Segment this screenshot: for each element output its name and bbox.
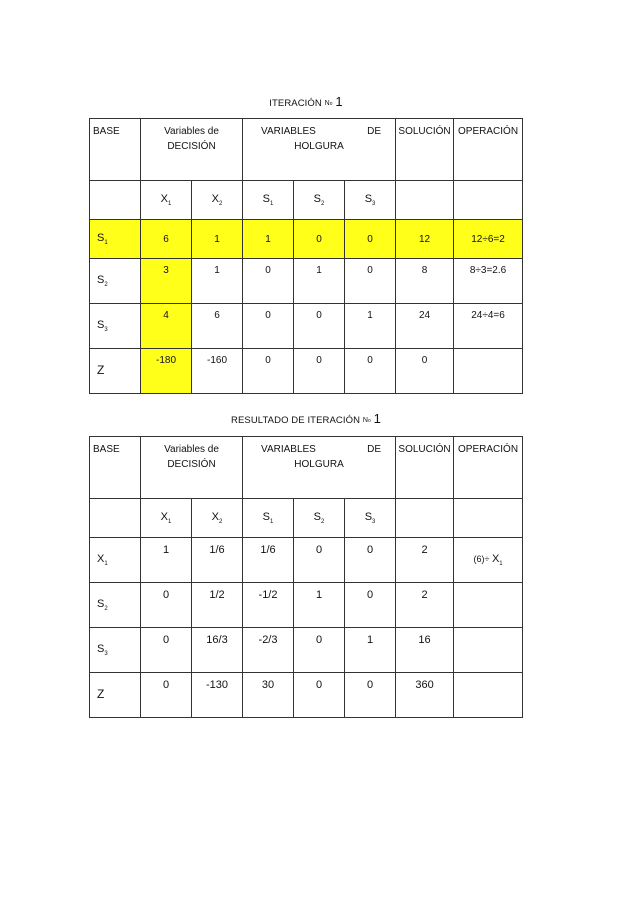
- result-table: [89, 436, 523, 718]
- table-cell: 0: [243, 349, 294, 394]
- header-holgura-variables: VARIABLES: [261, 444, 316, 455]
- table-cell: 0: [294, 220, 345, 259]
- var-label: $X_2$: [192, 499, 243, 538]
- var-label: $X_1$: [141, 499, 192, 538]
- result-title-o: o: [367, 418, 371, 424]
- table-cell: -1/2: [243, 583, 294, 628]
- table-row: [90, 583, 523, 628]
- operation-cell: 8÷3=2.6: [454, 259, 523, 304]
- header-base: [90, 437, 141, 499]
- table-cell: 0: [141, 673, 192, 718]
- table-cell: 1: [345, 628, 396, 673]
- variables-row: [90, 499, 523, 538]
- header-solucion-text: SOLUCIÓN: [398, 126, 451, 137]
- iteration-title-number: 1: [335, 94, 343, 109]
- table-cell: 0: [294, 538, 345, 583]
- table-cell: 30: [243, 673, 294, 718]
- table-cell: 0: [294, 628, 345, 673]
- table-cell: [396, 181, 454, 220]
- operation-cell: [454, 583, 523, 628]
- table-row: [90, 220, 523, 259]
- row-base: $S_2$: [90, 583, 141, 628]
- table-row: [90, 538, 523, 583]
- var-label: $S_2$: [294, 499, 345, 538]
- table-header-row: [90, 119, 523, 181]
- var-label: $S_3$: [345, 181, 396, 220]
- header-holgura-variables: VARIABLES: [261, 126, 316, 137]
- header-base-text: BASE: [93, 444, 120, 455]
- table-cell: 0: [345, 349, 396, 394]
- row-base: $S_3$: [90, 628, 141, 673]
- operation-cell: [454, 628, 523, 673]
- result-title-text: RESULTADO DE ITERACIÓN: [231, 415, 361, 426]
- result-title: [90, 411, 522, 426]
- header-operacion-text: OPERACIÓN: [458, 444, 519, 455]
- table-cell: -160: [192, 349, 243, 394]
- table-cell: 0: [345, 220, 396, 259]
- iteration-title: [90, 94, 522, 109]
- header-operacion-text: OPERACIÓN: [458, 126, 519, 137]
- operation-cell: $(6)\div X_1$: [454, 538, 523, 583]
- row-base: $S_2$: [90, 259, 141, 304]
- table-cell: 0: [345, 583, 396, 628]
- header-holgura-line2: HOLGURA: [294, 141, 344, 152]
- header-holgura: [243, 119, 396, 181]
- table-cell: 0: [345, 673, 396, 718]
- table-cell: 1: [141, 538, 192, 583]
- table-cell: [454, 499, 523, 538]
- row-base: $X_1$: [90, 538, 141, 583]
- header-holgura-line2: HOLGURA: [294, 459, 344, 470]
- row-base: $S_3$: [90, 304, 141, 349]
- var-label: $X_2$: [192, 181, 243, 220]
- header-decision: [141, 437, 243, 499]
- header-decision: [141, 119, 243, 181]
- table-cell: -130: [192, 673, 243, 718]
- header-holgura: [243, 437, 396, 499]
- header-decision-line1: Variables de: [164, 444, 219, 455]
- header-operacion: [454, 119, 523, 181]
- table-cell: 0: [243, 304, 294, 349]
- table-cell: 4: [141, 304, 192, 349]
- row-base: Z: [90, 349, 141, 394]
- row-base: Z: [90, 673, 141, 718]
- table-cell: 6: [192, 304, 243, 349]
- header-base: [90, 119, 141, 181]
- table-cell: -2/3: [243, 628, 294, 673]
- result-title-number: 1: [373, 411, 381, 426]
- table-header-row: [90, 437, 523, 499]
- operation-cell: [454, 349, 523, 394]
- table-cell: [396, 499, 454, 538]
- var-label: $S_3$: [345, 499, 396, 538]
- table-cell: 1/2: [192, 583, 243, 628]
- var-label: $S_1$: [243, 181, 294, 220]
- table-cell: 1/6: [192, 538, 243, 583]
- header-solucion-text: SOLUCIÓN: [398, 444, 451, 455]
- table-cell: 0: [243, 259, 294, 304]
- iteration-table: [89, 118, 523, 394]
- table-cell: 1: [243, 220, 294, 259]
- result-title-n: N: [362, 417, 368, 424]
- header-decision-line2: DECISIÓN: [167, 459, 216, 470]
- var-label: $S_1$: [243, 499, 294, 538]
- solution-cell: 360: [396, 673, 454, 718]
- variables-row: [90, 181, 523, 220]
- table-cell: 0: [141, 628, 192, 673]
- table-cell: 16/3: [192, 628, 243, 673]
- iteration-title-o: o: [329, 101, 333, 107]
- table-row: [90, 673, 523, 718]
- table-cell: 0: [294, 673, 345, 718]
- table-cell: 0: [294, 349, 345, 394]
- iteration-title-text: ITERACIÓN: [269, 98, 322, 109]
- header-solucion: [396, 437, 454, 499]
- solution-cell: 0: [396, 349, 454, 394]
- operation-cell: 24÷4=6: [454, 304, 523, 349]
- table-cell: [90, 181, 141, 220]
- table-cell: 0: [141, 583, 192, 628]
- solution-cell: 2: [396, 583, 454, 628]
- table-cell: 0: [345, 538, 396, 583]
- row-base: $S_1$: [90, 220, 141, 259]
- var-label: $S_2$: [294, 181, 345, 220]
- header-solucion: [396, 119, 454, 181]
- solution-cell: 12: [396, 220, 454, 259]
- table-cell: 1: [294, 583, 345, 628]
- header-base-text: BASE: [93, 126, 120, 137]
- table-cell: [90, 499, 141, 538]
- table-cell: 1: [192, 259, 243, 304]
- table-cell: [454, 181, 523, 220]
- solution-cell: 24: [396, 304, 454, 349]
- header-holgura-de: DE: [367, 444, 382, 455]
- operation-cell: [454, 673, 523, 718]
- operation-cell: 12÷6=2: [454, 220, 523, 259]
- table-row: [90, 304, 523, 349]
- header-decision-line2: DECISIÓN: [167, 141, 216, 152]
- header-operacion: [454, 437, 523, 499]
- table-cell: 1: [294, 259, 345, 304]
- table-cell: 1: [192, 220, 243, 259]
- header-holgura-de: DE: [367, 126, 382, 137]
- iteration-title-n: N: [324, 100, 330, 107]
- table-row: [90, 349, 523, 394]
- solution-cell: 16: [396, 628, 454, 673]
- table-cell: 3: [141, 259, 192, 304]
- table-cell: 0: [294, 304, 345, 349]
- header-decision-line1: Variables de: [164, 126, 219, 137]
- table-cell: 6: [141, 220, 192, 259]
- table-row: [90, 259, 523, 304]
- table-cell: 1: [345, 304, 396, 349]
- table-cell: -180: [141, 349, 192, 394]
- table-cell: 1/6: [243, 538, 294, 583]
- table-row: [90, 628, 523, 673]
- var-label: $X_1$: [141, 181, 192, 220]
- solution-cell: 8: [396, 259, 454, 304]
- table-cell: 0: [345, 259, 396, 304]
- solution-cell: 2: [396, 538, 454, 583]
